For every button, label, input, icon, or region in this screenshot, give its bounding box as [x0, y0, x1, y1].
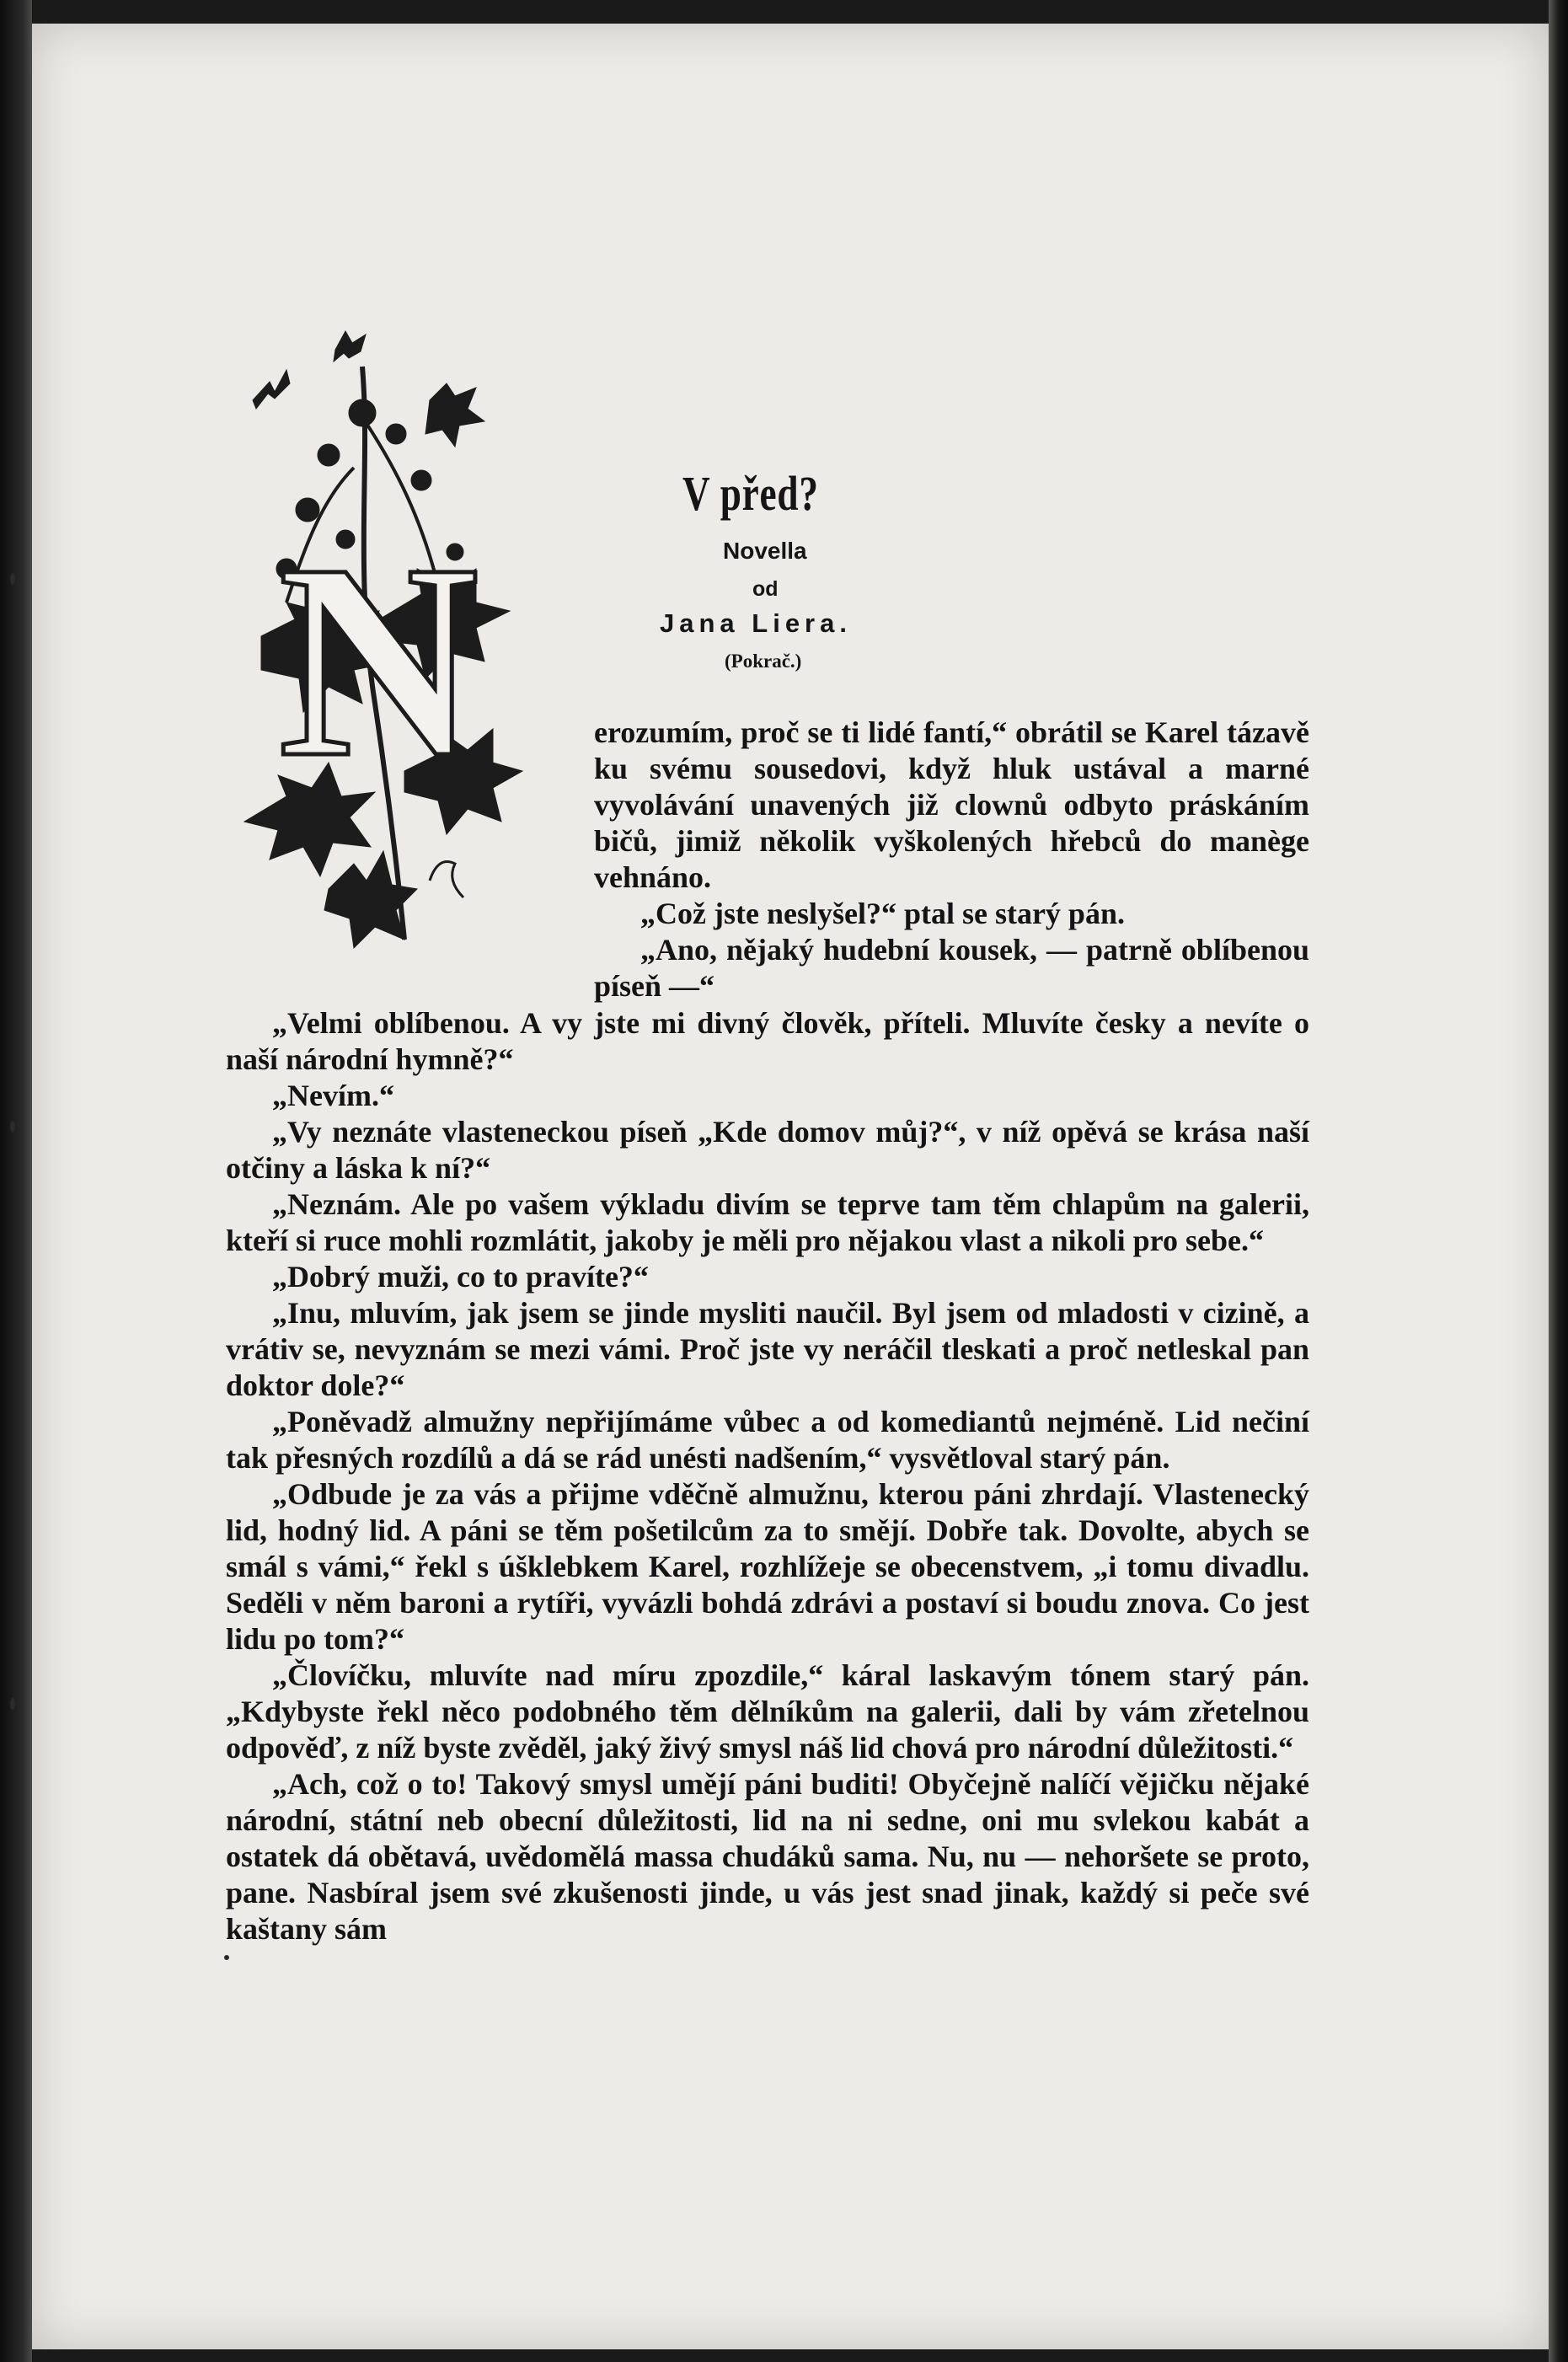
scan-edge-left: [0, 0, 32, 2362]
drop-cap-letter: N: [278, 507, 479, 815]
paragraph: „Vy neznáte vlasteneckou píseň „Kde domov můj?“, v níž opěvá se krása naší otčiny a láska k ní?“: [226, 1115, 1309, 1185]
butterfly-icon: [253, 370, 290, 409]
paragraph: „Velmi oblíbenou. A vy jste mi divný člověk, příteli. Mluvíte česky a nevíte o naší národní hymně?“: [226, 1006, 1309, 1076]
narrow-text-column: [594, 715, 1309, 1004]
author-name: Jana Liera.: [660, 608, 852, 638]
byline-prefix: od: [752, 577, 779, 601]
paragraph: „Ach, což o to! Takový smysl umějí páni buditi! Obyčejně nalíčí vějičku nějaké národní, státní neb obecní důležitosti, lid na ni sedne, oni mu svlekou kabát a ostatek dá obětavá, uvědomělá massa chudáků sama. Nu, nu — nehoršete se proto, pane. Nasbíral jsem své zkušenosti jinde, u vás jest snad jinak, každý si peče své kaštany sám: [226, 1767, 1309, 1946]
paragraph: „Odbude je za vás a přijme vděčně almužnu, kterou páni zhrdají. Vlastenecký lid, hodný lid. A páni se těm pošetilcům za to smějí. Dobře tak. Dovolte, abych se smál s vámi,“ řekl s úšklebkem Karel, rozhlížeje se obecenstvem, „i tomu divadlu. Seděli v něm baroni a rytíři, vyvázli bohdá zdrávi a postaví si boudu znova. Co jest lidu po tom?“: [226, 1477, 1309, 1656]
thistle-ornament-icon: [227, 299, 590, 982]
article-title: V před?: [682, 466, 819, 521]
article-subtitle: Novella: [723, 538, 807, 564]
scan-speck: [10, 1698, 15, 1710]
paragraph: erozumím, proč se ti lidé fantí,“ obrátil se Karel tázavě ku svému sousedovi, když hluk ustával a marné vyvolávání unavených již clownů odbyto práskáním bičů, jimiž několik vyškolených hřebců do manège vehnáno.: [594, 715, 1309, 894]
continued-note: (Pokrač.): [725, 651, 802, 672]
paragraph: „Inu, mluvím, jak jsem se jinde mysliti naučil. Byl jsem od mladosti v cizině, a vrátiv se, nevyznám se mezi vámi. Proč jste vy neráčil tleskati a proč netleskal pan doktor dole?“: [226, 1296, 1309, 1402]
body-text: [226, 1005, 1309, 1947]
paragraph: „Ano, nějaký hudební kousek, — patrně oblíbenou píseň —“: [594, 933, 1309, 1003]
paragraph: „Neznám. Ale po vašem výkladu divím se teprve tam těm chlapům na galerii, kteří si ruce mohli rozmlátit, jakoby je měli pro nějakou vlast a nikoli pro sebe.“: [226, 1187, 1309, 1257]
scan-speck: [10, 1121, 15, 1133]
paragraph: „Poněvadž almužny nepřijímáme vůbec a od komediantů nejméně. Lid nečiní tak přesných rozdílů a dá se rád unésti nadšením,“ vysvětloval starý pán.: [226, 1405, 1309, 1475]
paragraph: „Což jste neslyšel?“ ptal se starý pán.: [640, 897, 1125, 930]
scan-edge-right: [1549, 0, 1568, 2362]
scan-speck: [10, 573, 15, 585]
paragraph: „Človíčku, mluvíte nad míru zpozdile,“ káral laskavým tónem starý pán. „Kdybyste řekl něco podobného těm dělníkům na galerii, dali by vám zřetelnou odpověď, z níž byste zvěděl, jaký živý smysl náš lid chová pro národní důležitosti.“: [226, 1658, 1309, 1765]
scan-speck: [224, 1955, 229, 1960]
butterfly-icon: [334, 331, 366, 362]
paragraph: „Dobrý muži, co to pravíte?“: [272, 1260, 649, 1293]
paragraph: „Nevím.“: [272, 1079, 394, 1112]
